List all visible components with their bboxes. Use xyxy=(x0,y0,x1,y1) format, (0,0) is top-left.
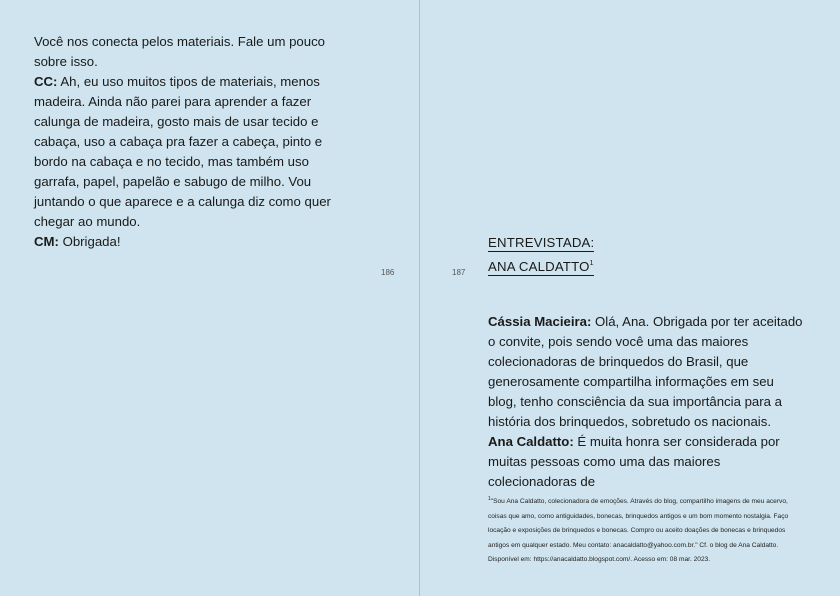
heading-line-1: ENTREVISTADA: xyxy=(488,235,595,250)
footnote-reference: 1 xyxy=(589,260,594,267)
heading-line-2 xyxy=(488,256,594,276)
page-number-left: 186 xyxy=(381,268,395,277)
speaker-label: CM: xyxy=(34,234,59,249)
footnote-mark: 1 xyxy=(488,496,491,502)
paragraph xyxy=(34,72,352,232)
right-page-text xyxy=(488,312,806,492)
interview-heading xyxy=(488,232,594,280)
page-number-right: 187 xyxy=(452,268,466,277)
right-page xyxy=(420,0,840,596)
paragraph-text: Você nos conecta pelos materiais. Fale um pouco sobre isso. xyxy=(34,34,326,69)
paragraph xyxy=(34,232,352,252)
paragraph-text: Ah, eu uso muitos tipos de materiais, menos madeira. Ainda não parei para aprender a fazer calunga de madeira, gosto mais de usar tecido e cabaça, uso a cabaça pra fazer a cabeça, pinto e bordo na cabaça e no tecido, mas também uso garrafa, papel, papelão e sabugo de milho. Vou juntando o que aparece e a calunga diz como quer chegar ao mundo. xyxy=(34,74,331,229)
speaker-label: Ana Caldatto: xyxy=(488,434,574,449)
paragraph-text: Olá, Ana. Obrigada por ter aceitado o convite, pois sendo você uma das maiores colecionadoras de brinquedos do Brasil, que generosamente compartilha informações em seu blog, tenho consciência da sua importância para a história dos brinquedos, sobretudo os nacionais. xyxy=(488,314,803,429)
heading-name: ANA CALDATTO xyxy=(488,259,590,274)
left-page-text xyxy=(34,32,352,252)
paragraph xyxy=(34,32,352,72)
paragraph-text: Obrigada! xyxy=(58,234,121,249)
paragraph xyxy=(488,312,806,432)
speaker-label: CC: xyxy=(34,74,58,89)
paragraph xyxy=(488,432,806,492)
speaker-label: Cássia Macieira: xyxy=(488,314,592,329)
footnote-text: "Sou Ana Caldatto, colecionadora de emoções. Através do blog, compartilho imagens de meu acervo, coisas que amo, como antiguidades, bonecas, brinquedos antigos e um bom momento nostalgia. Faço locação e exposições de brinquedos e bonecas. Compro ou aceito doações de bonecas e brinquedos antigos em qualquer estado. Meu contato: anacaldatto@yahoo.com.br." Cf. o blog de Ana Caldatto. Disponível em: https://anacaldatto.blogspot.com/. Acesso em: 08 mar. 2023. xyxy=(488,498,789,564)
paragraph-text: É muita honra ser considerada por muitas pessoas como uma das maiores colecionadoras de xyxy=(488,434,780,489)
left-page xyxy=(0,0,419,596)
footnote xyxy=(488,492,806,568)
